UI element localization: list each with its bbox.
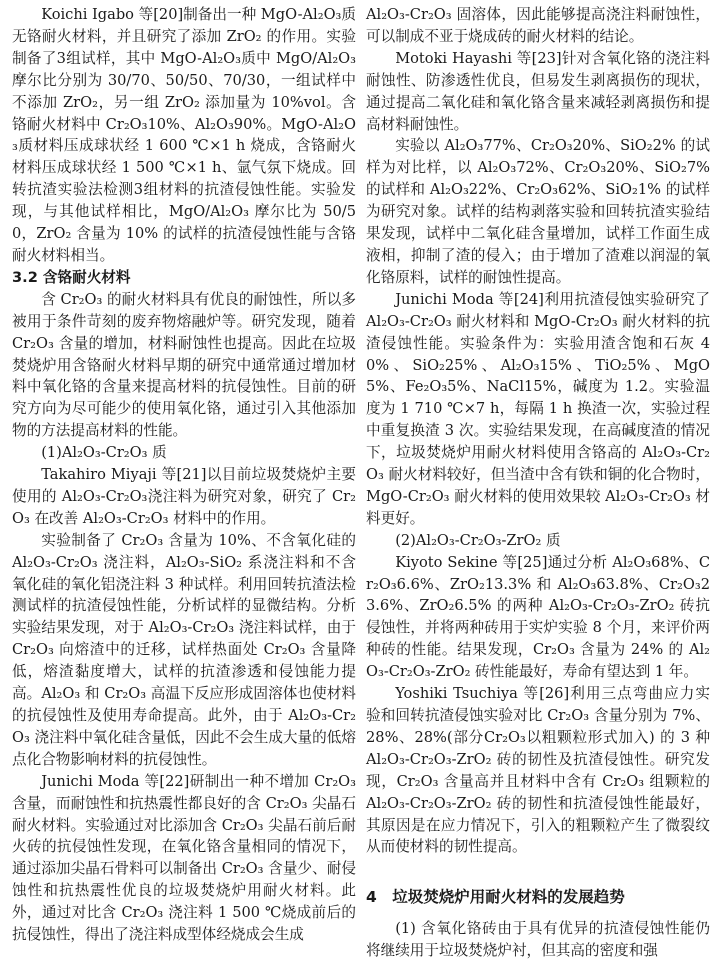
subheading-al2o3-cr2o3-zro2: (2)Al₂O₃-Cr₂O₃-ZrO₂ 质	[395, 531, 561, 549]
paragraph-trend-1: (1) 含氧化铬砖由于具有优异的抗渣侵蚀性能仍将继续用于垃圾焚烧炉衬，但其高的密度和强	[366, 920, 710, 960]
paragraph-sekine: Kiyoto Sekine 等[25]通过分析 Al₂O₃68%、Cr₂O₃6.6%、ZrO₂13.3% 和 Al₂O₃63.8%、Cr₂O₃23.6%、ZrO₂6.5% 的两种 Al₂O₃-Cr₂O₃-ZrO₂ 砖抗侵蚀性，并将两种砖用于实炉实验 8 个月，来评价两种砖的性能。结果发现，Cr₂O₃ 含量为 24% 的 Al₂O₃-Cr₂O₃-ZrO₂ 砖性能最好，寿命有望达到 1 年。	[366, 553, 710, 681]
paragraph-continuation: Al₂O₃-Cr₂O₃ 固溶体，因此能够提高浇注料耐蚀性，可以制成不亚于烧成砖的耐火材料的结论。	[366, 6, 710, 45]
paragraph-tsuchiya: Yoshiki Tsuchiya 等[26]利用三点弯曲应力实验和回转抗渣侵蚀实验对比 Cr₂O₃ 含量分别为 7%、28%、28%(部分Cr₂O₃以粗颗粒形式加入) 的 3 种 Al₂O₃-Cr₂O₃-ZrO₂ 砖的韧性及抗渣侵蚀性。研究发现，Cr₂O₃ 含量高并且材料中含有 Cr₂O₃ 组颗粒的 Al₂O₃-Cr₂O₃-ZrO₂ 砖的韧性和抗渣侵蚀性能最好，其原因是在应力情况下，引入的粗颗粒产生了微裂纹从而使材料的韧性提高。	[366, 685, 710, 856]
paragraph-experiment: 实验制备了 Cr₂O₃ 含量为 10%、不含氧化硅的 Al₂O₃-Cr₂O₃ 浇注料，Al₂O₃-SiO₂ 系浇注料和不含氧化硅的氧化铝浇注料 3 种试样。利用回转抗渣法检测试样的抗渣侵蚀性能，分析试样的显微结构。分析实验结果发现，对于 Al₂O₃-Cr₂O₃ 浇注料试样，由于 Cr₂O₃ 向熔渣中的迁移，试样热面处 Cr₂O₃ 含量降低，熔渣黏度增大，试样的抗渣渗透和侵蚀能力提高。Al₂O₃ 和 Cr₂O₃ 高温下反应形成固溶体也使材料的抗侵蚀性及使用寿命提高。此外，由于 Al₂O₃-Cr₂O₃ 浇注料中氧化硅含量低，因此不会生成大量的低熔点化合物影响材料的抗侵蚀性。	[12, 531, 356, 768]
section-heading-3-2: 3.2 含铬耐火材料	[12, 268, 131, 286]
subheading-al2o3-cr2o3: (1)Al₂O₃-Cr₂O₃ 质	[41, 444, 167, 462]
section-heading-4: 4 垃圾焚烧炉用耐火材料的发展趋势	[366, 888, 625, 907]
paragraph-moda-1: Junichi Moda 等[22]研制出一种不增加 Cr₂O₃ 含量，而耐蚀性和抗热震性都良好的含 Cr₂O₃ 尖晶石耐火材料。实验通过对比添加含 Cr₂O₃ 尖晶石前后耐火砖的抗侵蚀性发现，在氧化铬含量相同的情况下，通过添加尖晶石骨料可以制备出 Cr₂O₃ 含量少、耐侵蚀性和抗热震性优良的垃圾焚烧炉用耐火材料。此外，通过对比含 Cr₂O₃ 浇注料 1 500 ℃烧成前后的抗侵蚀性，得出了浇注料成型体经烧成会生成	[12, 772, 356, 944]
paragraph-samples: 实验以 Al₂O₃77%、Cr₂O₃20%、SiO₂2% 的试样为对比样，以 Al₂O₃72%、Cr₂O₃20%、SiO₂7% 的试样和 Al₂O₃22%、Cr₂O₃62%、SiO₂1% 的试样为研究对象。试样的结构剥落实验和回转抗渣实验结果发现，试样中二氧化硅含量增加，试样工作面生成液相，抑制了渣的侵入；由于增加了渣难以润湿的氧化铬原料，试样的耐蚀性提高。	[366, 137, 710, 286]
right-column	[366, 4, 710, 960]
paragraph-moda-2: Junichi Moda 等[24]利用抗渣侵蚀实验研究了 Al₂O₃-Cr₂O₃ 耐火材料和 MgO-Cr₂O₃ 耐火材料的抗渣侵蚀性能。实验条件为：实验用渣含饱和石灰 40%、SiO₂25%、Al₂O₃15%、TiO₂5%、MgO5%、Fe₂O₃5%、NaCl15%，碱度为 1.2。实验温度为 1 710 ℃×7 h，每隔 1 h 换渣一次，实验过程中重复换渣 3 次。实验结果发现，在高碱度渣的情况下，垃圾焚烧炉用耐火材料使用含铬高的 Al₂O₃-Cr₂O₃ 耐火材料较好，但当渣中含有铁和铜的化合物时，MgO-Cr₂O₃ 耐火材料的使用效果较 Al₂O₃-Cr₂O₃ 材料更好。	[366, 290, 710, 527]
paragraph-hayashi: Motoki Hayashi 等[23]针对含氧化铬的浇注料耐蚀性、防渗透性优良，但易发生剥离损伤的现状，通过提高二氧化硅和氧化铬含量来减轻剥离损伤和提高材料耐蚀性。	[366, 49, 710, 133]
paragraph-igabo: Koichi Igabo 等[20]制备出一种 MgO-Al₂O₃质无铬耐火材料，并且研究了添加 ZrO₂ 的作用。实验制备了3组试样，其中 MgO-Al₂O₃质中 MgO/Al₂O₃摩尔比分别为 30/70、50/50、70/30，一组试样中不添加 ZrO₂，另一组 ZrO₂ 添加量为 10%vol。含铬耐火材料中 Cr₂O₃10%、Al₂O₃90%。MgO-Al₂O₃质材料压成球状经 1 600 ℃×1 h 烧成，含铬耐火材料压成球状经 1 500 ℃×1 h、氩气氛下烧成。回转抗渣实验法检测3组材料的抗渣侵蚀性能。实验发现，与其他试样相比，MgO/Al₂O₃ 摩尔比为 50/50，ZrO₂ 含量为 10% 的试样的抗渣侵蚀性能与含铬耐火材料相当。	[12, 6, 356, 264]
paragraph-intro: 含 Cr₂O₃ 的耐火材料具有优良的耐蚀性，所以多被用于条件苛刻的废弃物熔融炉等。研究发现，随着 Cr₂O₃ 含量的增加，材料耐蚀性也提高。因此在垃圾焚烧炉用含铬耐火材料早期的研究中通常通过增加材料中氧化铬的含量来提高材料的抗侵蚀性。目前的研究方向为尽可能少的使用氧化铬，通过引入其他添加物的方法提高材料的性能。	[12, 290, 356, 440]
left-column	[12, 4, 356, 942]
paragraph-miyaji: Takahiro Miyaji 等[21]以目前垃圾焚烧炉主要使用的 Al₂O₃-Cr₂O₃浇注料为研究对象，研究了 Cr₂O₃ 在改善 Al₂O₃-Cr₂O₃ 材料中的作用。	[12, 466, 356, 527]
